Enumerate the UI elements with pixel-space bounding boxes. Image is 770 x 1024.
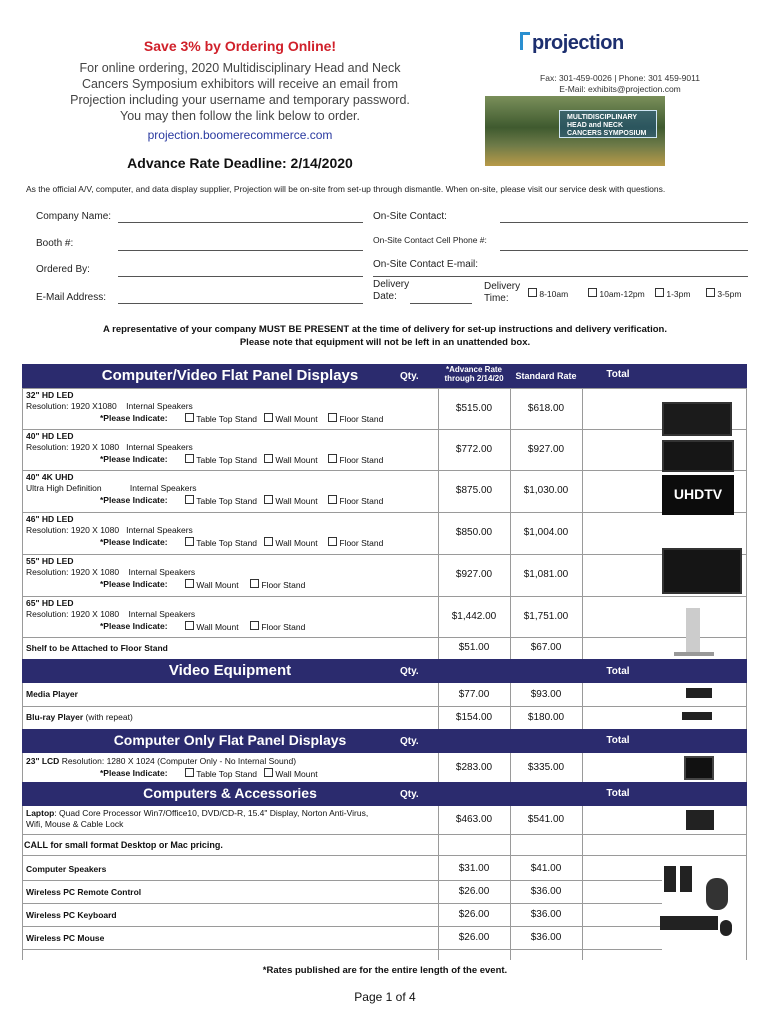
- accessory-advance-price: $26.00: [458, 932, 490, 943]
- booth-label: Booth #:: [36, 238, 74, 249]
- accessory-standard-price: $36.00: [530, 909, 562, 920]
- lcd-wall-mount-option[interactable]: Wall Mount: [264, 768, 318, 779]
- rates-note: *Rates published are for the entire length of the event.: [262, 965, 508, 976]
- page-number: Page 1 of 4: [354, 990, 416, 1004]
- onsite-email-field[interactable]: [373, 276, 748, 277]
- delivery-time-label: Delivery Time:: [484, 281, 521, 304]
- display-desc: Resolution: 1920 X1080 Internal Speakers: [26, 401, 193, 411]
- wall-mount-checkbox[interactable]: [264, 495, 273, 504]
- display-advance-price: $515.00: [455, 403, 493, 414]
- media-player-label: Media Player: [26, 689, 78, 699]
- online-ordering-intro: For online ordering, 2020 Multidisciplinary Head and Neck Cancers Symposium exhibitors will receive an email from Projection including your username and temporary password. You may then follow the link below to order.: [70, 61, 410, 123]
- presence-notice: A representative of your company MUST BE PRESENT at the time of delivery for set-up instructions and delivery verification. Please note that equipment will not be left in an unattended box.: [103, 324, 667, 348]
- media-player-advance: $77.00: [458, 689, 490, 700]
- floor-stand-checkbox[interactable]: [328, 537, 337, 546]
- bluray-standard: $180.00: [527, 712, 565, 723]
- symposium-banner-image: MULTIDISCIPLINARY HEAD and NECK CANCERS SYMPOSIUM: [485, 96, 665, 166]
- ordered-by-field[interactable]: [118, 276, 363, 277]
- wall-mount-checkbox[interactable]: [185, 621, 194, 630]
- wall-mount-option[interactable]: Wall Mount: [264, 537, 318, 548]
- display-desc: Resolution: 1920 X 1080 Internal Speakers: [26, 567, 196, 577]
- advance-rate-header: *Advance Rate through 2/14/20: [444, 365, 504, 383]
- speaker-right-image: [680, 866, 692, 892]
- time-1-3[interactable]: 1-3pm: [655, 288, 690, 299]
- floor-stand-checkbox[interactable]: [328, 413, 337, 422]
- keyboard-image: [660, 916, 718, 930]
- floor-stand-option[interactable]: Floor Stand: [328, 413, 383, 424]
- table-stand-checkbox[interactable]: [185, 413, 194, 422]
- display-advance-price: $1,442.00: [451, 611, 497, 622]
- order-link[interactable]: projection.boomerecommerce.com: [147, 128, 333, 142]
- please-indicate: *Please Indicate:: [100, 454, 168, 464]
- accessory-name: Wireless PC Remote Control: [26, 887, 142, 897]
- remote-image: [706, 878, 728, 910]
- floor-stand-option[interactable]: Floor Stand: [328, 495, 383, 506]
- lcd-23-image: [684, 756, 714, 780]
- display-name: 32" HD LED: [26, 390, 74, 400]
- speaker-left-image: [664, 866, 676, 892]
- display-name: 55" HD LED: [26, 556, 74, 566]
- laptop-standard: $541.00: [527, 814, 565, 825]
- tv-40-image: [662, 440, 734, 472]
- accessory-standard-price: $36.00: [530, 886, 562, 897]
- delivery-date-field[interactable]: [410, 303, 472, 304]
- bluray-image: [682, 712, 712, 720]
- table-stand-checkbox[interactable]: [185, 454, 194, 463]
- wall-mount-checkbox[interactable]: [264, 454, 273, 463]
- email-field[interactable]: [118, 303, 363, 304]
- computer-only-section-title: Computer Only Flat Panel Displays: [113, 732, 347, 748]
- table-stand-option[interactable]: Table Top Stand: [185, 413, 257, 424]
- logo-mark-icon: [520, 32, 530, 50]
- table-stand-option[interactable]: Table Top Stand: [185, 537, 257, 548]
- wall-mount-option[interactable]: Wall Mount: [264, 495, 318, 506]
- display-advance-price: $875.00: [455, 485, 493, 496]
- onsite-contact-label: On-Site Contact:: [373, 211, 447, 222]
- lcd-standard: $335.00: [527, 762, 565, 773]
- bluray-label: Blu-ray Player (with repeat): [26, 712, 133, 722]
- save-headline: Save 3% by Ordering Online!: [143, 38, 337, 54]
- display-standard-price: $1,030.00: [523, 485, 569, 496]
- laptop-image: [686, 810, 714, 830]
- media-player-standard: $93.00: [530, 689, 562, 700]
- wall-mount-option[interactable]: Wall Mount: [264, 413, 318, 424]
- floor-stand-checkbox[interactable]: [250, 621, 259, 630]
- computers-section-title: Computers & Accessories: [143, 785, 317, 801]
- accessory-name: Wireless PC Keyboard: [26, 910, 117, 920]
- time-3-5-checkbox[interactable]: [706, 288, 715, 297]
- floor-stand-option[interactable]: Floor Stand: [250, 621, 305, 632]
- shelf-standard-price: $67.00: [530, 642, 562, 653]
- call-note: CALL for small format Desktop or Mac pricing.: [24, 840, 223, 850]
- please-indicate: *Please Indicate:: [100, 579, 168, 589]
- display-standard-price: $1,081.00: [523, 569, 569, 580]
- please-indicate: *Please Indicate:: [100, 621, 168, 631]
- floor-stand-option[interactable]: Floor Stand: [250, 579, 305, 590]
- contact-info: Fax: 301-459-0026 | Phone: 301 459-9011 E-Mail: exhibits@projection.com: [540, 73, 700, 94]
- floor-stand-checkbox[interactable]: [328, 454, 337, 463]
- please-indicate: *Please Indicate:: [100, 413, 168, 423]
- display-advance-price: $850.00: [455, 527, 493, 538]
- display-standard-price: $927.00: [527, 444, 565, 455]
- display-name: 46" HD LED: [26, 514, 74, 524]
- wall-mount-option[interactable]: Wall Mount: [185, 621, 239, 632]
- floor-stand-option[interactable]: Floor Stand: [328, 537, 383, 548]
- display-desc: Ultra High Definition Internal Speakers: [26, 483, 197, 493]
- lcd-table-stand-option[interactable]: Table Top Stand: [185, 768, 257, 779]
- accessory-advance-price: $26.00: [458, 909, 490, 920]
- display-standard-price: $1,004.00: [523, 527, 569, 538]
- advance-deadline: Advance Rate Deadline: 2/14/2020: [127, 155, 353, 171]
- accessory-standard-price: $41.00: [530, 863, 562, 874]
- ordered-by-label: Ordered By:: [36, 264, 90, 275]
- mouse-image: [720, 920, 732, 936]
- table-stand-option[interactable]: Table Top Stand: [185, 454, 257, 465]
- display-name: 40" HD LED: [26, 431, 74, 441]
- please-indicate: *Please Indicate:: [100, 537, 168, 547]
- delivery-date-label: Delivery Date:: [373, 279, 410, 302]
- onsite-phone-field[interactable]: [500, 250, 748, 251]
- floor-stand-checkbox[interactable]: [250, 579, 259, 588]
- time-10-12-checkbox[interactable]: [588, 288, 597, 297]
- accessory-name: Computer Speakers: [26, 864, 107, 874]
- company-name-field[interactable]: [118, 222, 363, 223]
- qty-header: Qty.: [400, 371, 419, 382]
- display-advance-price: $772.00: [455, 444, 493, 455]
- onsite-contact-field[interactable]: [500, 222, 748, 223]
- video-section-title: Video Equipment: [168, 662, 292, 679]
- onsite-phone-label: On-Site Contact Cell Phone #:: [373, 235, 487, 245]
- accessory-name: Wireless PC Mouse: [26, 933, 105, 943]
- tv-uhd-image: UHDTV: [662, 475, 734, 515]
- projection-logo: projection: [520, 30, 640, 60]
- booth-field[interactable]: [118, 250, 363, 251]
- accessory-advance-price: $26.00: [458, 886, 490, 897]
- wall-mount-checkbox[interactable]: [264, 537, 273, 546]
- onsite-email-label: On-Site Contact E-mail:: [373, 259, 479, 270]
- time-1-3-checkbox[interactable]: [655, 288, 664, 297]
- email-label: E-Mail Address:: [36, 292, 107, 303]
- table-stand-checkbox[interactable]: [185, 537, 194, 546]
- please-indicate: *Please Indicate:: [100, 495, 168, 505]
- time-8-10-checkbox[interactable]: [528, 288, 537, 297]
- table-stand-option[interactable]: Table Top Stand: [185, 495, 257, 506]
- wall-mount-checkbox[interactable]: [264, 413, 273, 422]
- accessory-standard-price: $36.00: [530, 932, 562, 943]
- wall-mount-option[interactable]: Wall Mount: [264, 454, 318, 465]
- bluray-advance: $154.00: [455, 712, 493, 723]
- standard-rate-header: Standard Rate: [515, 371, 577, 381]
- display-desc: Resolution: 1920 X 1080 Internal Speakers: [26, 609, 196, 619]
- display-name: 40" 4K UHD: [26, 472, 74, 482]
- floor-stand-image: [686, 608, 700, 654]
- media-player-image: [686, 688, 712, 698]
- time-8-10[interactable]: 8-10am: [528, 288, 568, 299]
- display-desc: Resolution: 1920 X 1080 Internal Speakers: [26, 442, 193, 452]
- floor-stand-checkbox[interactable]: [328, 495, 337, 504]
- total-header: Total: [606, 369, 630, 380]
- lcd-advance: $283.00: [455, 762, 493, 773]
- wall-mount-checkbox[interactable]: [185, 579, 194, 588]
- time-3-5[interactable]: 3-5pm: [706, 288, 741, 299]
- laptop-advance: $463.00: [455, 814, 493, 825]
- tv-32-image: [662, 402, 732, 436]
- display-standard-price: $1,751.00: [523, 611, 569, 622]
- wall-mount-option[interactable]: Wall Mount: [185, 579, 239, 590]
- time-10-12[interactable]: 10am-12pm: [588, 288, 645, 299]
- display-standard-price: $618.00: [527, 403, 565, 414]
- displays-section-title: Computer/Video Flat Panel Displays: [101, 367, 359, 384]
- shelf-advance-price: $51.00: [458, 642, 490, 653]
- tv-55-image: [662, 548, 742, 594]
- shelf-label: Shelf to be Attached to Floor Stand: [26, 643, 168, 653]
- company-name-label: Company Name:: [36, 211, 112, 222]
- display-advance-price: $927.00: [455, 569, 493, 580]
- official-supplier-note: As the official A/V, computer, and data display supplier, Projection will be on-site from set-up through dismantle. When on-site, please visit our service desk with questions.: [26, 184, 666, 194]
- display-desc: Resolution: 1920 X 1080 Internal Speakers: [26, 525, 193, 535]
- table-stand-checkbox[interactable]: [185, 495, 194, 504]
- laptop-label: Laptop: Quad Core Processor Win7/Office10, DVD/CD-R, 15.4" Display, Norton Anti-Virus, Wifi, Mouse & Cable Lock: [26, 808, 369, 829]
- lcd-23-label: 23" LCD Resolution: 1280 X 1024 (Computer Only - No Internal Sound): [26, 756, 297, 766]
- accessory-advance-price: $31.00: [458, 863, 490, 874]
- floor-stand-option[interactable]: Floor Stand: [328, 454, 383, 465]
- display-name: 65" HD LED: [26, 598, 74, 608]
